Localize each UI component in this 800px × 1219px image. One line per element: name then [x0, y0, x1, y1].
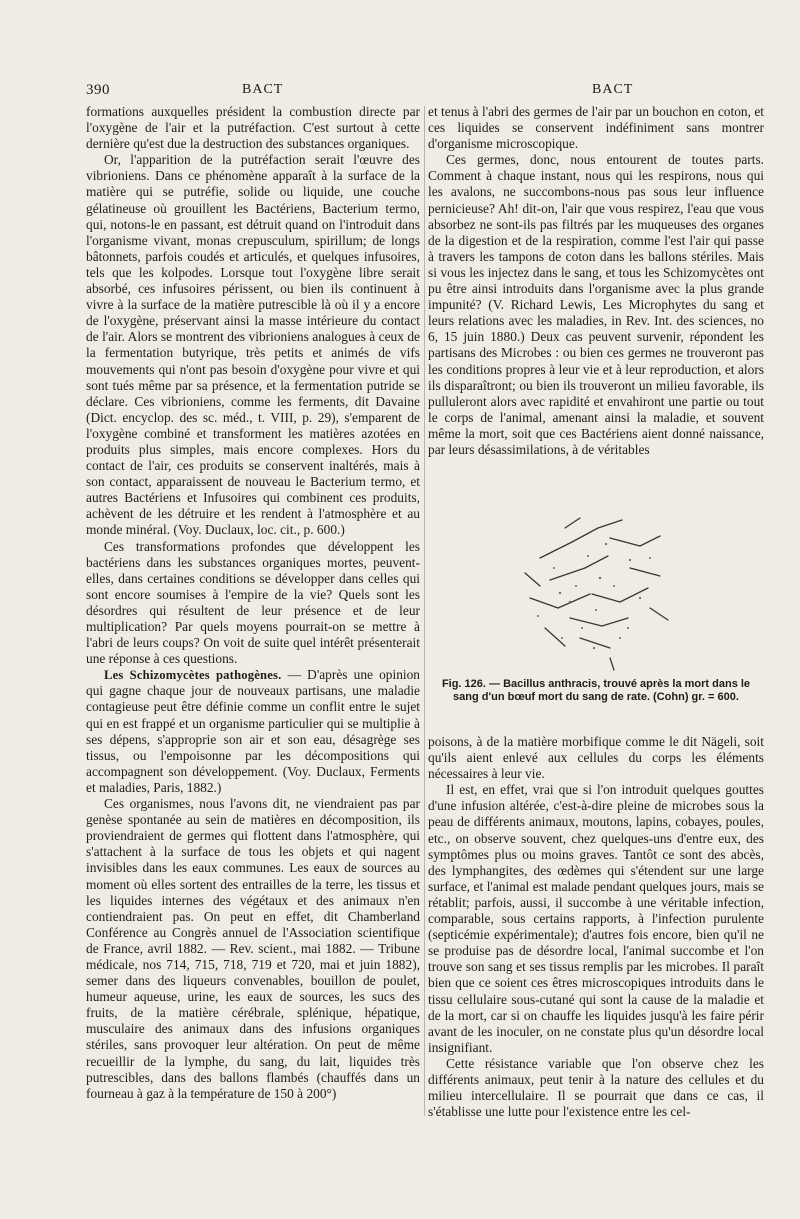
paragraph: Ces germes, donc, nous entourent de toutes parts. Comment à chaque instant, nous qui les respirons, nous qui les avalons, ne succombons-nous pas sous leur influence pernicieuse? Ah! dit-on, l'air que vous respirez, l'eau que vous absorbez ne sont-ils pas filtrés par les muqueuses des organes de la digestion et de la respiration, comme l'est l'air qui passe à travers les tampons de coton dans les ballons stériles. Mais si vous les injectez dans le sang, et tous les Schizomycètes ont pu être ainsi introduits dans l'organisme avec la plus grande impunité? (V. Richard Lewis, Les Microphytes du sang et leurs relations avec les maladies, in Rev. Int. des sciences, no 6, 15 juin 1880.) Deux cas peuvent survenir, répondent les partisans des Microbes : ou bien ces germes ne trouveront pas les conditions propres à leur vie et à leur reproduction, et alors ils disparaîtront; ou bien ils trouveront un milieu favorable, ils pulluleront alors avec rapidité et envahiront une partie ou tout le corps de l'animal, amenant ainsi la maladie, et souvent même la mort, soit que ces Bactériens aient donné naissance, par leurs désassimilations, à de véritables	[428, 152, 764, 457]
paragraph: Or, l'apparition de la putréfaction serait l'œuvre des vibrioniens. Dans ce phénomène apparaît à la surface de la matière qui se putréfie, solide ou liquide, une couche gélatineuse où grouillent les Bactériens, Bacterium termo, qui, notons-le en passant, est détruit quand on l'introduit dans l'organisme vivant, monas crepusculum, spirillum; de longs bâtonnets, parfois coudés et articulés, et quelques infusoires, tels que les kolpodes. Lorsque tout l'oxygène libre serait absorbé, ces infusoires périssent, ou bien ils continuent à vivre à la surface de la matière putrescible là où il y a encore de l'oxygène, préservant ainsi la masse intérieure du contact de l'air. Alors se montrent des vibrioniens analogues à ceux de la fermentation butyrique, très petits et animés de vifs mouvements qui n'ont pas besoin d'oxygène pour vivre et qui sont tués même par sa présence, et la fermentation putride se déclare. Ces vibrioniens, comme les ferments, dit Davaine (Dict. encyclop. des sc. méd., t. VIII, p. 29), s'emparent de l'oxygène combiné et transforment les matières azotées en produits plus simples, mais encore complexes. Hors du contact de l'air, ces produits se conservent inaltérés, mais à son contact, apparaissent de nouveau le Bacterium termo, et autres Bactériens et Infusoires qui combinent ces produits, achèvent de les détruire et les rendent à l'atmosphère et au monde minéral. (Voy. Duclaux, loc. cit., p. 600.)	[86, 152, 420, 538]
paragraph-text: — D'après une opinion qui gagne chaque jour de nouveaux partisans, une maladie contagieuse peut être définie comme un conflit entre le sujet qui en est frappé et un organisme particulier qui se multiplie à ses dépens, s'approprie son air et son eau, désagrège ses tissus, ou l'empoisonne par les décompositions qui accompagnent son développement. (Voy. Duclaux, Ferments et maladies, Paris, 1882.)	[86, 667, 420, 795]
paragraph: poisons, à de la matière morbifique comme le dit Nägeli, soit qu'ils aient enlevé aux cellules du corps les éléments nécessaires à leur vie.	[428, 734, 764, 782]
right-column-bottom	[428, 734, 764, 1120]
paragraph	[86, 667, 420, 796]
figure-caption: Fig. 126. — Bacillus anthracis, trouvé après la mort dans le sang d'un bœuf mort du sang de rate. (Cohn) gr. = 600.	[441, 678, 751, 703]
running-header	[0, 82, 800, 106]
left-column	[86, 104, 420, 1102]
section-heading: Les Schizomycètes pathogènes.	[104, 668, 282, 683]
paragraph: Il est, en effet, vrai que si l'on introduit quelques gouttes d'une infusion altérée, c'est-à-dire pleine de microbes sous la peau de différents animaux, moutons, lapins, cobayes, poules, etc., on observe souvent, chez quelques-uns d'entre eux, des symptômes plus ou moins graves. Tantôt ce sont des abcès, des lymphangites, des œdèmes qui s'étendent sur une large surface, et l'animal est malade pendant quelques jours, mais se rétablit; parfois, aussi, il succombe à une véritable infection, comparable, sous certains rapports, à l'infection purulente (septicémie expérimentale); d'autres fois encore, bien qu'il ne se produise pas de désordre local, l'animal succombe et l'on trouve son sang et ses tissus remplis par les microbes. Il paraît bien que ce soient ces êtres microscopiques introduits dans le tissu cellulaire sous-cutané qui sont la cause de la maladie et de la mort, car si on chauffe les liquides jusqu'à les faire périr avant de les inoculer, on ne constate plus qu'un désordre local insignifiant.	[428, 782, 764, 1055]
paragraph: et tenus à l'abri des germes de l'air par un bouchon en coton, et ces liquides se conservent indéfiniment sans montrer d'organisme microscopique.	[428, 104, 764, 152]
paragraph: formations auxquelles président la combustion directe par l'oxygène de l'air et la putréfaction. C'est surtout à cette dernière qu'est due la destruction des substances organiques.	[86, 104, 420, 152]
header-title-right: BACT	[592, 82, 634, 97]
right-column-top	[428, 104, 764, 458]
header-title-left: BACT	[242, 82, 284, 97]
bacillus-illustration	[510, 498, 680, 673]
column-divider	[424, 106, 425, 1116]
paragraph: Cette résistance variable que l'on observe chez les différents animaux, peut tenir à la nature des cellules et du milieu intercellulaire. Il se pourrait que dans ce cas, il s'établisse une lutte pour l'existence entre les cel-	[428, 1055, 764, 1120]
paragraph: Ces transformations profondes que développent les bactériens dans les substances organiques mortes, peuvent-elles, dans certaines conditions se développer dans celles qui sont encore soumises à l'empire de la vie? Quels sont les désordres qui résultent de leur présence et de leur multiplication? Par quels moyens pourrait-on se mettre à l'abri de leurs coups? On voit de suite quel intérêt présenterait une réponse à ces questions.	[86, 538, 420, 667]
page-number: 390	[86, 82, 110, 98]
figure-126	[430, 498, 762, 730]
paragraph: Ces organismes, nous l'avons dit, ne viendraient pas par genèse spontanée au sein de matières en décomposition, ils proviendraient de germes qui flottent dans l'atmosphère, qui s'attachent à la surface de tous les objets et qui nagent invisibles dans les eaux communes. Les eaux de sources au moment où elles sortent des entrailles de la terre, les tissus et les liquides internes des végétaux et des animaux n'en contiendraient pas. On peut en effet, dit Chamberland Conférence au Congrès annuel de l'Association scientifique de France, avril 1882. — Rev. scient., mai 1882. — Tribune médicale, nos 714, 715, 718, 719 et 720, mai et juin 1882), semer dans des liqueurs convenables, bouillon de poulet, humeur aqueuse, urine, les eaux de sources, les sucs des fruits, de la matière cérébrale, splénique, hépatique, musculaire des animaux dans des infusions organiques stériles, sans provoquer leur altération. On peut de même recueillir de la lymphe, du sang, du lait, liquides très putrescibles, dans des ballons flambés (chauffés dans un fourneau à gaz à la température de 150 à 200°)	[86, 796, 420, 1101]
